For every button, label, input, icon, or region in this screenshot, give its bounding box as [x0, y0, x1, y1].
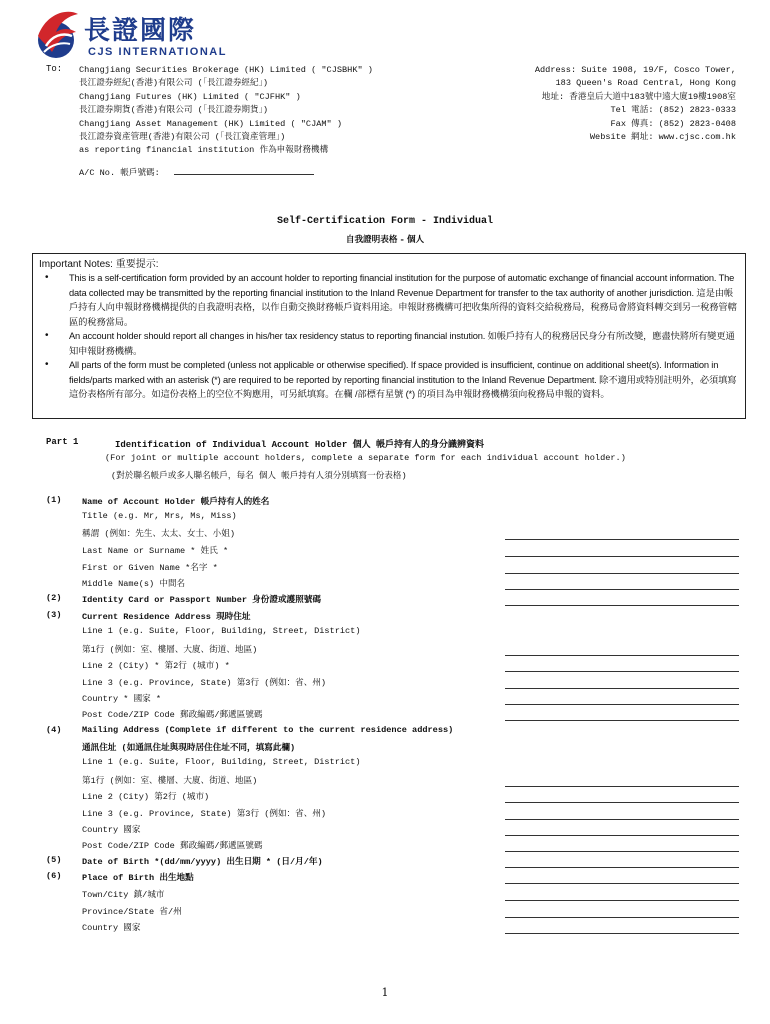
field-label: Line 2 (City) * 第2行 (城市) * [82, 661, 230, 671]
note-item [39, 271, 737, 329]
form-field-row [0, 774, 770, 790]
company-address-block [535, 64, 736, 144]
part-label: Part 1 [46, 437, 79, 447]
field-label: 稱謂 (例如：先生、太太、女士、小姐) [82, 529, 235, 539]
answer-line-field[interactable] [505, 671, 739, 672]
account-number-row [79, 166, 314, 178]
field-label: Identity Card or Passport Number 身份證或護照號碼 [82, 595, 321, 605]
bullet-icon: • [45, 330, 49, 341]
recipient-line: Changjiang Asset Management (HK) Limited ( "CJAM" ) [79, 118, 343, 129]
form-field-row [0, 643, 770, 659]
fax-line: Fax 傳真: (852) 2823-0408 [610, 118, 736, 129]
address-line: 地址: 香港皇后大道中183號中遠大廈19樓1908室 [541, 91, 736, 102]
important-notes-box [32, 253, 746, 419]
answer-line-field[interactable] [505, 835, 739, 836]
answer-line-field[interactable] [505, 704, 739, 705]
note-text: An account holder should report all changes in his/her tax residency status to reporting financial instution. 如帳戶持有人的稅務居民身分有所改變，應盡快將所有變更通知申報財務機構。 [69, 331, 735, 356]
important-notes-list [39, 271, 737, 402]
page-number: 1 [381, 986, 389, 999]
recipient-line: 長江證券經紀(香港)有限公司 (「長江證券經紀」) [79, 78, 269, 89]
field-label: Town/City 鎮/城市 [82, 890, 165, 900]
answer-line-field[interactable] [505, 819, 739, 820]
form-field-row [0, 692, 770, 708]
recipient-line: Changjiang Securities Brokerage (HK) Limited ( "CJSBHK" ) [79, 65, 373, 75]
form-field-row [0, 676, 770, 692]
part-title: Identification of Individual Account Holder 個人 帳戶持有人的身分識辨資料 [115, 440, 485, 450]
form-field-row [0, 790, 770, 806]
field-label: Place of Birth 出生地點 [82, 873, 194, 883]
account-number-label: A/C No. 帳戶號碼: [79, 168, 160, 178]
field-label: Post Code/ZIP Code 郵政編碼/郵遞區號碼 [82, 841, 263, 851]
field-number: (4) [46, 725, 62, 735]
field-label: Last Name or Surname * 姓氏 * [82, 546, 229, 556]
field-number: (6) [46, 871, 62, 881]
answer-line-field[interactable] [505, 589, 739, 590]
field-number: (2) [46, 593, 62, 603]
field-label: Mailing Address (Complete if different to the current residence address) [82, 725, 454, 735]
form-field-row [0, 610, 770, 626]
recipient-line: 長江證券資產管理(香港)有限公司 (「長江資產管理」) [79, 132, 286, 143]
field-label: Province/State 省/州 [82, 907, 182, 917]
recipient-block [79, 64, 373, 158]
logo-english-text: CJS INTERNATIONAL [88, 46, 227, 58]
form-field-row [0, 626, 770, 642]
field-label: First or Given Name *名字 * [82, 563, 218, 573]
field-label: 第1行 (例如：室、樓層、大廈、街道、地區) [82, 645, 258, 655]
recipient-line: as reporting financial institution 作為申報財務機構 [79, 145, 329, 156]
field-label: Line 2 (City) 第2行 (城市) [82, 792, 210, 802]
field-label: Post Code/ZIP Code 郵政編碼/郵遞區號碼 [82, 710, 263, 720]
form-field-row [0, 871, 770, 887]
note-text: This is a self-certification form provided by an account holder to reporting financial institution for the purpose of automatic exchange of financial account information. The data collected may be transmitted by the reporting financial institution to the Inland Revenue Department for transfer to the tax authority of another jurisdiction. 這是由帳戶持有人向申報財務機構提供的自我證明表格，以作自動交換財務帳戶資料用途。申報財務機構可把收集所得的資料交給稅務局，稅務局會將資料轉交到另一稅務管轄區的稅務當局。 [69, 273, 737, 327]
recipient-line: 長江證券期貨(香港)有限公司 (「長江證券期貨」) [79, 105, 269, 116]
part-note-chinese: (對於聯名帳戶或多人聯名帳戶，每名 個人 帳戶持有人須分別填寫一份表格) [111, 471, 407, 481]
answer-line-field[interactable] [505, 851, 739, 852]
field-label: 通訊住址 (如通訊住址與現時居住住址不同，填寫此欄) [82, 743, 296, 753]
field-label: Date of Birth *(dd/mm/yyyy) 出生日期 * (日/月/年) [82, 857, 323, 867]
form-field-row [0, 823, 770, 839]
form-field-row [0, 593, 770, 609]
field-label: 第1行 (例如：室、樓層、大廈、街道、地區) [82, 776, 258, 786]
recipient-line: Changjiang Futures (HK) Limited ( "CJFHK" ) [79, 91, 301, 102]
form-field-row [0, 807, 770, 823]
logo-chinese-text: 長證國際 [84, 16, 197, 46]
answer-line-field[interactable] [505, 720, 739, 721]
address-line: Address: Suite 1908, 19/F, Cosco Tower, [534, 65, 736, 75]
field-label: Line 3 (e.g. Province, State) 第3行 (例如：省、州) [82, 809, 327, 819]
note-item [39, 329, 737, 358]
bullet-icon: • [45, 359, 49, 370]
form-field-row [0, 561, 770, 577]
form-field-row [0, 905, 770, 921]
field-label: Country 國家 [82, 923, 141, 933]
form-field-row [0, 659, 770, 675]
website-line: Website 網址: www.cjsc.com.hk [589, 132, 736, 143]
form-field-row [0, 511, 770, 527]
answer-line-field[interactable] [505, 655, 739, 656]
form-field-row [0, 839, 770, 855]
answer-line-field[interactable] [505, 556, 739, 557]
form-field-row [0, 577, 770, 593]
to-label: To: [46, 64, 63, 74]
company-logo [32, 6, 252, 62]
field-label: Line 3 (e.g. Province, State) 第3行 (例如：省、州) [82, 678, 327, 688]
answer-line-field[interactable] [505, 900, 739, 901]
field-label: Country 國家 [82, 825, 141, 835]
form-field-row [0, 708, 770, 724]
answer-line-field[interactable] [505, 786, 739, 787]
field-label: Line 1 (e.g. Suite, Floor, Building, Street, District) [82, 626, 361, 636]
answer-line-field[interactable] [505, 867, 739, 868]
answer-line-field[interactable] [505, 573, 739, 574]
part-note-english: (For joint or multiple account holders, complete a separate form for each individual account holder.) [105, 453, 626, 463]
field-label: Country * 國家 * [82, 694, 162, 704]
form-field-row [0, 741, 770, 757]
field-label: Current Residence Address 現時住址 [82, 612, 251, 622]
form-field-row [0, 855, 770, 871]
answer-line-field[interactable] [505, 539, 739, 540]
phoenix-logo-icon [32, 6, 82, 62]
form-field-row [0, 921, 770, 937]
answer-line-field[interactable] [505, 605, 739, 606]
field-label: Name of Account Holder 帳戶持有人的姓名 [82, 497, 270, 507]
form-field-row [0, 527, 770, 543]
field-label: Middle Name(s) 中間名 [82, 579, 186, 589]
important-notes-title: Important Notes: 重要提示: [39, 259, 159, 270]
account-number-field[interactable] [174, 166, 314, 175]
answer-line-field[interactable] [505, 917, 739, 918]
answer-line-field[interactable] [505, 802, 739, 803]
field-number: (5) [46, 855, 62, 865]
form-field-row [0, 757, 770, 773]
tel-line: Tel 電話: (852) 2823-0333 [610, 105, 736, 116]
field-label: Title (e.g. Mr, Mrs, Ms, Miss) [82, 511, 237, 521]
answer-line-field[interactable] [505, 933, 739, 934]
form-field-row [0, 544, 770, 560]
note-item [39, 358, 737, 402]
form-subtitle: 自我證明表格 - 個人 [345, 235, 425, 245]
form-field-row [0, 725, 770, 741]
form-field-row [0, 495, 770, 511]
answer-line-field[interactable] [505, 883, 739, 884]
field-number: (1) [46, 495, 62, 505]
field-label: Line 1 (e.g. Suite, Floor, Building, Street, District) [82, 757, 361, 767]
field-number: (3) [46, 610, 62, 620]
bullet-icon: • [45, 272, 49, 283]
form-title: Self-Certification Form - Individual [276, 216, 494, 227]
address-line: 183 Queen's Road Central, Hong Kong [555, 78, 736, 89]
form-field-row [0, 888, 770, 904]
note-text: All parts of the form must be completed (unless not applicable or otherwise specified). If space provided is insufficient, continue on additional sheet(s). Information in fields/parts marked with an asterisk (*) are required to be reported by reporting financial institution to the Inland Revenue Department. 除不適用或特別註明外，必須填寫這份表格所有部分。如這份表格上的空位不夠應用，可另紙填寫。在欄 /部標有星號 (*) 的項目為申報財務機構須向稅務局申報的資料。 [69, 360, 737, 399]
answer-line-field[interactable] [505, 688, 739, 689]
